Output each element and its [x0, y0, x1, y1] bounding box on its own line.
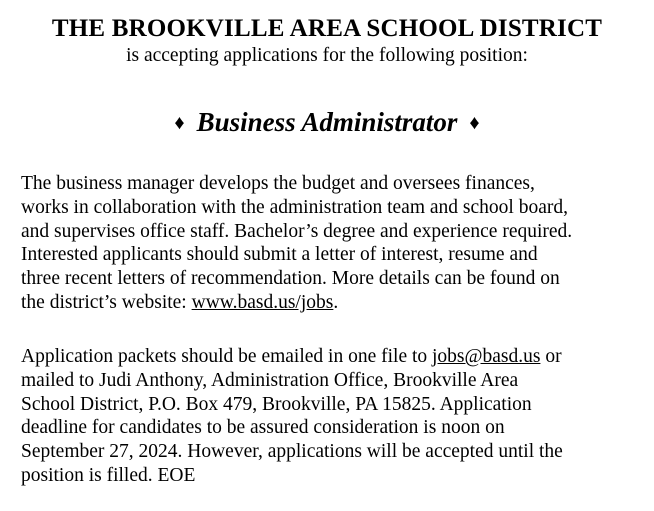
instructions-line: School District, P.O. Box 479, Brookville, PA 15825. Application [21, 393, 532, 415]
instructions-line: September 27, 2024. However, applications will be accepted until the [21, 441, 563, 463]
instructions-line: deadline for candidates to be assured consideration is noon on [21, 417, 505, 439]
diamond-bullet-left-icon: ♦ [174, 112, 185, 134]
description-line: and supervises office staff. Bachelor’s degree and experience required. [21, 220, 573, 242]
email-suffix: or [540, 346, 562, 367]
posting-subtitle: is accepting applications for the following position: [126, 45, 528, 66]
position-heading [0, 106, 654, 139]
job-description-paragraph [21, 172, 641, 315]
description-line: Interested applicants should submit a letter of interest, resume and [21, 244, 538, 266]
website-link[interactable]: www.basd.us/jobs [191, 291, 334, 313]
diamond-bullet-right-icon: ♦ [469, 112, 480, 134]
email-link[interactable]: jobs@basd.us [432, 346, 541, 367]
instructions-line: position is filled. EOE [21, 464, 196, 486]
description-line: works in collaboration with the administration team and school board, [21, 196, 568, 218]
website-period: . [333, 291, 339, 313]
description-line: three recent letters of recommendation. More details can be found on [21, 268, 560, 290]
instructions-line [21, 345, 641, 369]
position-title: Business Administrator [196, 107, 458, 137]
website-text: the district’s website: [21, 291, 192, 313]
description-line [21, 291, 641, 315]
description-line: The business manager develops the budget and oversees finances, [21, 173, 535, 194]
instructions-line: mailed to Judi Anthony, Administration Office, Brookville Area [21, 369, 519, 391]
email-text: Application packets should be emailed in one file to [21, 346, 433, 367]
application-instructions-paragraph [21, 345, 641, 488]
district-title: THE BROOKVILLE AREA SCHOOL DISTRICT [51, 15, 603, 42]
